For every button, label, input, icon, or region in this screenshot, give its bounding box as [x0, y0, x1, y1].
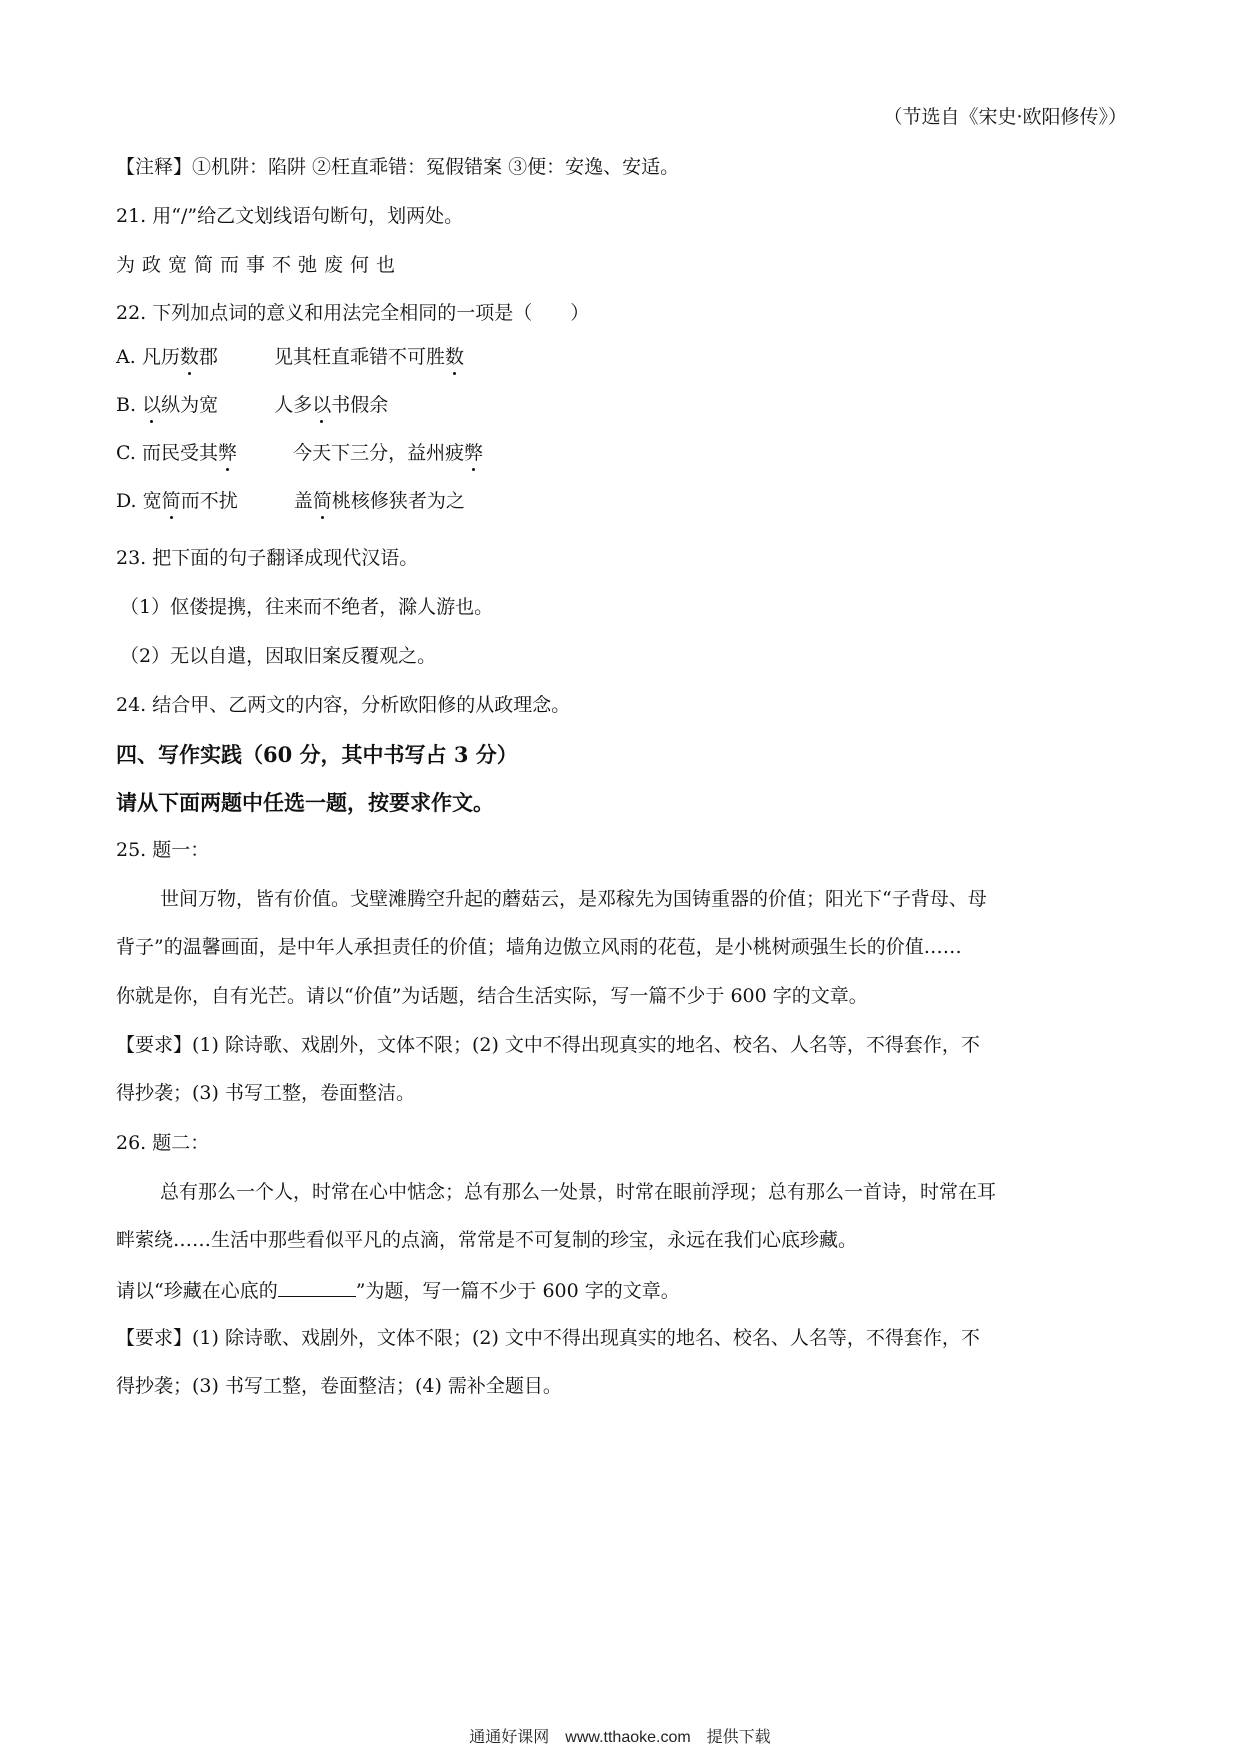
question-22-option-a — [116, 346, 464, 369]
question-21-prompt: 21. 用“/”给乙文划线语句断句，划两处。 — [116, 205, 464, 227]
dotted-word: 以 — [312, 394, 332, 416]
dotted-word: 数 — [444, 346, 464, 368]
question-22-option-b — [116, 394, 388, 417]
fill-in-blank — [278, 1278, 356, 1297]
option-text-b: 人多 — [274, 394, 313, 416]
question-26-paragraph-line-2: 畔萦绕……生活中那些看似平凡的点滴，常常是不可复制的珍宝，永远在我们心底珍藏。 — [116, 1229, 858, 1251]
option-text-a: 凡历 — [141, 346, 180, 368]
option-letter: C. — [116, 442, 136, 464]
question-21-sentence: 为政宽简而事不弛废何也 — [116, 254, 403, 276]
question-22-option-d — [116, 490, 465, 513]
question-22-prompt: 22. 下列加点词的意义和用法完全相同的一项是（ ） — [116, 302, 590, 324]
question-26-requirements-line-2: 得抄袭；(3) 书写工整，卷面整洁；(4) 需补全题目。 — [116, 1375, 562, 1397]
title-prompt-end: ”为题，写一篇不少于 600 字的文章。 — [355, 1280, 680, 1302]
option-text-a-tail: 郡 — [198, 346, 218, 368]
question-25-paragraph-line-1: 世间万物，皆有价值。戈壁滩腾空升起的蘑菇云，是邓稼先为国铸重器的价值；阳光下“子背母、母 — [160, 888, 987, 910]
question-25-paragraph-line-2: 背子”的温馨画面，是中年人承担责任的价值；墙角边傲立风雨的花苞，是小桃树顽强生长的价值…… — [116, 936, 962, 958]
question-23-prompt: 23. 把下面的句子翻译成现代汉语。 — [116, 547, 419, 569]
question-26-label: 26. 题二： — [116, 1132, 210, 1154]
question-26-paragraph-line-3 — [116, 1278, 680, 1303]
source-citation: （节选自《宋史·欧阳修传》） — [883, 106, 1127, 128]
option-text-b: 今天下三分，益州疲 — [293, 442, 465, 464]
question-25-label: 25. 题一： — [116, 839, 210, 861]
option-text-a-tail: 纵为宽 — [161, 394, 219, 416]
question-22-option-c — [116, 442, 483, 465]
annotation-notes: 【注释】①机阱：陷阱 ②枉直乖错：冤假错案 ③便：安逸、安适。 — [116, 156, 680, 178]
option-text-a-tail: 而不扰 — [180, 490, 238, 512]
dotted-word: 简 — [312, 490, 332, 512]
option-text-a: 而民受其 — [141, 442, 218, 464]
title-prompt-start: 请以“珍藏在心底的 — [116, 1280, 278, 1302]
section-4-instruction: 请从下面两题中任选一题，按要求作文。 — [116, 790, 494, 815]
question-26-requirements-line-1: 【要求】(1) 除诗歌、戏剧外，文体不限；(2) 文中不得出现真实的地名、校名、人名等，不得套作，不 — [116, 1327, 980, 1349]
question-25-paragraph-line-3: 你就是你，自有光芒。请以“价值”为话题，结合生活实际，写一篇不少于 600 字的文章。 — [116, 985, 868, 1007]
option-letter: B. — [116, 394, 137, 416]
page-footer: 通通好课网 www.tthaoke.com 提供下载 — [469, 1729, 771, 1746]
option-text-b: 盖 — [293, 490, 313, 512]
option-text-b: 见其枉直乖错不可胜 — [273, 346, 445, 368]
question-26-paragraph-line-1: 总有那么一个人，时常在心中惦念；总有那么一处景，时常在眼前浮现；总有那么一首诗，时常在耳 — [160, 1181, 997, 1203]
question-24-prompt: 24. 结合甲、乙两文的内容，分析欧阳修的从政理念。 — [116, 694, 571, 716]
dotted-word: 弊 — [464, 442, 484, 464]
question-23-item-2: （2）无以自遣，因取旧案反覆观之。 — [120, 645, 437, 667]
question-25-requirements-line-1: 【要求】(1) 除诗歌、戏剧外，文体不限；(2) 文中不得出现真实的地名、校名、人名等，不得套作，不 — [116, 1034, 980, 1056]
option-text-b-tail: 书假余 — [331, 394, 389, 416]
option-letter: A. — [116, 346, 136, 368]
dotted-word: 弊 — [217, 442, 237, 464]
section-4-title: 四、写作实践（60 分，其中书写占 3 分） — [116, 742, 518, 767]
question-25-requirements-line-2: 得抄袭；(3) 书写工整，卷面整洁。 — [116, 1082, 415, 1104]
dotted-word: 简 — [161, 490, 181, 512]
option-letter: D. — [116, 490, 137, 512]
dotted-word: 以 — [142, 394, 162, 416]
question-23-item-1: （1）伛偻提携，往来而不绝者，滁人游也。 — [120, 596, 494, 618]
dotted-word: 数 — [179, 346, 199, 368]
option-text-b-tail: 桃核修狭者为之 — [331, 490, 465, 512]
option-text-a: 宽 — [142, 490, 162, 512]
